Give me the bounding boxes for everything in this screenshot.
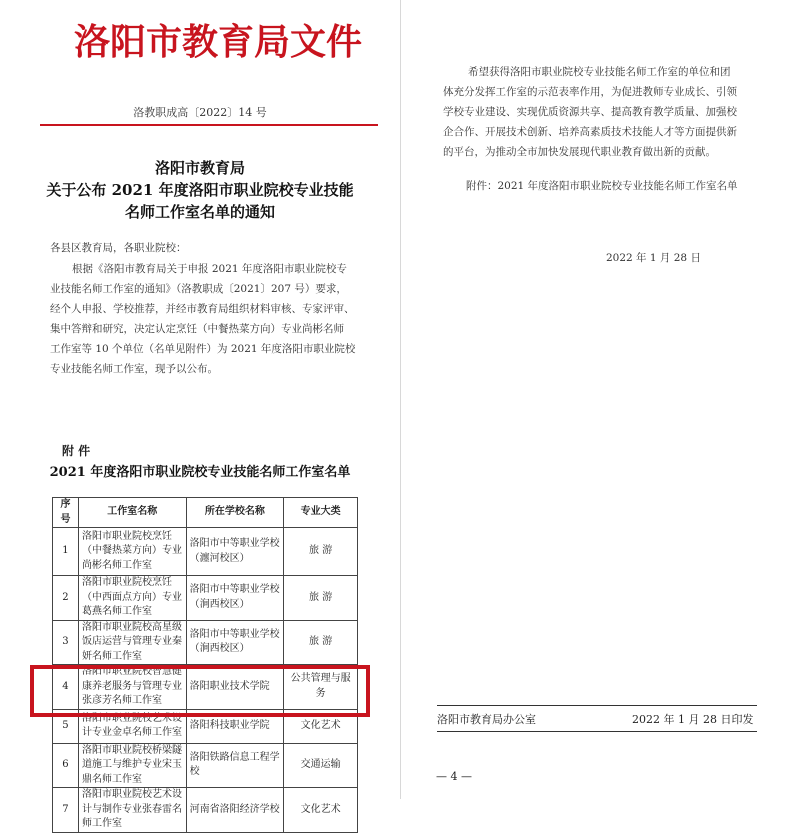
category: 旅 游 — [284, 576, 358, 621]
footer-rule-top — [437, 705, 757, 706]
header-cell: 工作室名称 — [78, 498, 186, 528]
attachment-note: 附件：2021 年度洛阳市职业院校专业技能名师工作室名单 — [466, 180, 738, 192]
body-line: 根据《洛阳市教育局关于申报 2021 年度洛阳市职业院校专 — [72, 263, 347, 275]
school-name: 洛阳职业技术学院 — [186, 665, 284, 710]
school-name: 河南省洛阳经济学校 — [186, 788, 284, 833]
annex-label: 附 件 — [62, 444, 91, 458]
body-line: 业技能名师工作室的通知》（洛教职成〔2021〕207 号）要求， — [50, 283, 347, 295]
table-header-row — [53, 498, 358, 528]
table-row — [53, 620, 358, 665]
body-line: 体充分发挥工作室的示范表率作用，为促进教师专业成长、引领 — [443, 86, 737, 98]
body-line: 经个人申报、学校推荐，并经市教育局组织材料审核、专家评审、 — [50, 303, 355, 315]
header-cell: 专业大类 — [284, 498, 358, 528]
category: 文化艺术 — [284, 709, 358, 743]
roster-title: 2021 年度洛阳市职业院校专业技能名师工作室名单 — [49, 465, 351, 480]
document-page-1 — [0, 0, 400, 400]
studio-name: 洛阳市职业院校智慧健康养老服务与管理专业张彦芳名师工作室 — [78, 665, 186, 710]
body-line: 工作室等 10 个单位（名单见附件）为 2021 年度洛阳市职业院校 — [50, 343, 356, 355]
studio-name: 洛阳市职业院校艺术设计与制作专业张春雷名师工作室 — [78, 788, 186, 833]
document-page-2 — [400, 0, 800, 400]
notice-title-line-3: 名师工作室名单的通知 — [124, 203, 275, 221]
row-number: 6 — [53, 743, 79, 788]
body-line: 希望获得洛阳市职业院校专业技能名师工作室的单位和团 — [468, 66, 731, 78]
table-row — [53, 743, 358, 788]
row-number: 7 — [53, 788, 79, 833]
category: 旅 游 — [284, 620, 358, 665]
body-line: 专业技能名师工作室，现予以公布。 — [50, 363, 218, 375]
notice-title-line-2: 关于公布 2021 年度洛阳市职业院校专业技能 — [46, 181, 354, 199]
school-name: 洛阳科技职业学院 — [186, 709, 284, 743]
body-line: 集中答辩和研究，决定认定烹饪（中餐热菜方向）专业尚彬名师 — [50, 323, 344, 335]
body-line: 学校专业建设、实现优质资源共享、提高教育教学质量、加强校 — [443, 106, 737, 118]
category: 交通运输 — [284, 743, 358, 788]
issue-date: 2022 年 1 月 28 日 — [606, 252, 701, 264]
document-header-title: 洛阳市教育局文件 — [74, 21, 363, 63]
row-number: 5 — [53, 709, 79, 743]
document-number: 洛教职成高〔2022〕14 号 — [133, 106, 267, 119]
body-line: 企合作、开展技术创新、培养高素质技术技能人才等方面提供新 — [443, 126, 737, 138]
table-row — [53, 576, 358, 621]
studio-name: 洛阳市职业院校桥梁隧道施工与维护专业宋玉鼎名师工作室 — [78, 743, 186, 788]
school-name: 洛阳市中等职业学校（涧西校区） — [186, 576, 284, 621]
row-number: 4 — [53, 665, 79, 710]
table-row — [53, 788, 358, 833]
header-cell: 序号 — [53, 498, 79, 528]
footer-office: 洛阳市教育局办公室 — [437, 713, 536, 726]
row-number: 1 — [53, 528, 79, 576]
row-number: 2 — [53, 576, 79, 621]
table-row — [53, 528, 358, 576]
school-name: 洛阳市中等职业学校（瀍河校区） — [186, 528, 284, 576]
red-divider — [40, 124, 378, 126]
studio-name: 洛阳市职业院校烹饪（中西面点方向）专业葛燕名师工作室 — [78, 576, 186, 621]
studio-name: 洛阳市职业院校艺术设计专业金卓名师工作室 — [78, 709, 186, 743]
category: 旅 游 — [284, 528, 358, 576]
header-cell: 所在学校名称 — [186, 498, 284, 528]
school-name: 洛阳铁路信息工程学校 — [186, 743, 284, 788]
studio-name: 洛阳市职业院校烹饪（中餐热菜方向）专业尚彬名师工作室 — [78, 528, 186, 576]
body-line: 的平台，为推动全市加快发展现代职业教育做出新的贡献。 — [443, 146, 716, 158]
category: 文化艺术 — [284, 788, 358, 833]
footer-print-date: 2022 年 1 月 28 日印发 — [632, 713, 754, 726]
footer-rule-bottom — [437, 731, 757, 732]
school-name: 洛阳市中等职业学校（涧西校区） — [186, 620, 284, 665]
document-page-4 — [400, 400, 800, 799]
category: 公共管理与服务 — [284, 665, 358, 710]
studio-name: 洛阳市职业院校高星级饭店运营与管理专业秦妍名师工作室 — [78, 620, 186, 665]
notice-title-line-1: 洛阳市教育局 — [154, 159, 245, 177]
salutation: 各县区教育局，各职业院校： — [50, 242, 187, 254]
highlight-box — [30, 665, 370, 717]
page-number: — 4 — — [436, 770, 472, 783]
row-number: 3 — [53, 620, 79, 665]
